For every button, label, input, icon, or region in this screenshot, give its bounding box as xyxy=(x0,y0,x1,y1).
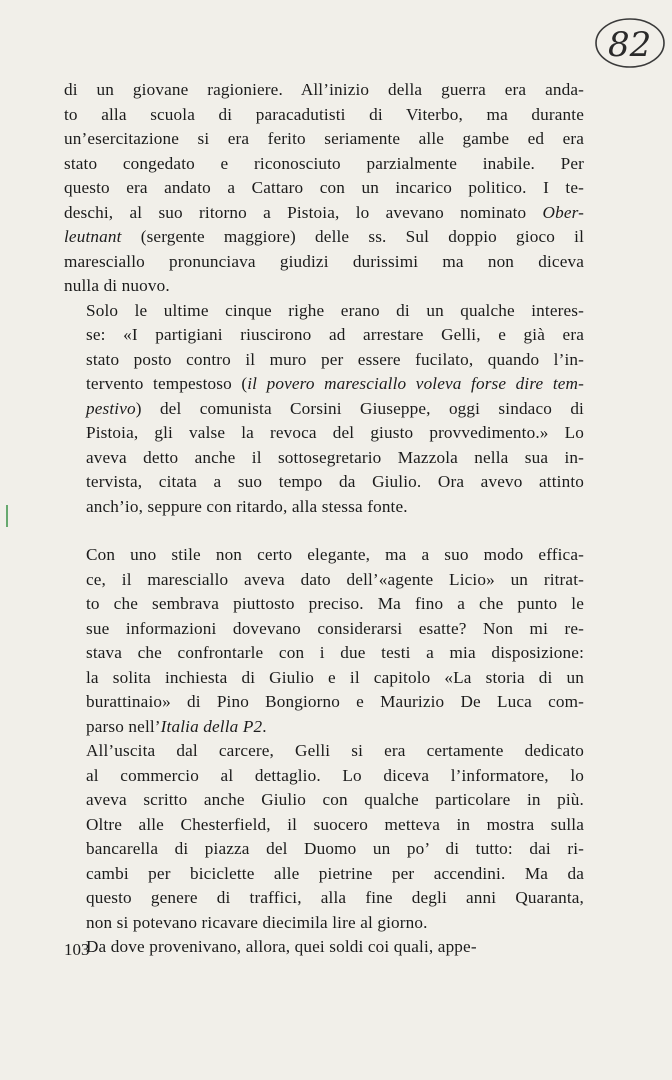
paragraph xyxy=(64,739,584,935)
text-line: tervento tempestoso (il povero maresciallo voleva forse dire tem- xyxy=(86,374,584,393)
text-line: leutnant (sergente maggiore) delle ss. Sul doppio gioco il xyxy=(64,227,584,246)
paragraph xyxy=(64,78,584,299)
text-line: anch’io, seppure con ritardo, alla stessa fonte. xyxy=(86,496,408,516)
text-line: Solo le ultime cinque righe erano di un qualche interes- xyxy=(86,300,584,320)
paragraph xyxy=(64,543,584,739)
text-line: al commercio al dettaglio. Lo diceva l’informatore, lo xyxy=(86,765,584,785)
text-line: stato posto contro il muro per essere fucilato, quando l’in- xyxy=(86,349,584,369)
text-line: Oltre alle Chesterfield, il suocero metteva in mostra sulla xyxy=(86,814,584,834)
paragraph xyxy=(64,935,584,960)
text-line: deschi, al suo ritorno a Pistoia, lo avevano nominato Ober- xyxy=(64,202,584,222)
text-line: sue informazioni dovevano considerarsi esatte? Non mi re- xyxy=(86,618,584,638)
text-line: Pistoia, gli valse la revoca del giusto provvedimento.» Lo xyxy=(86,423,584,442)
text-line: aveva detto anche il sottosegretario Mazzola nella sua in- xyxy=(86,447,584,467)
paragraph xyxy=(64,299,584,520)
text-line: pestivo) del comunista Corsini Giuseppe, oggi sindaco di xyxy=(86,398,584,418)
text-line: di un giovane ragioniere. All’inizio della guerra era anda- xyxy=(64,80,584,99)
text-line: non si potevano ricavare diecimila lire al giorno. xyxy=(86,912,428,932)
annotation-number: 82 xyxy=(608,25,652,65)
text-line: All’uscita dal carcere, Gelli si era certamente dedicato xyxy=(86,741,584,760)
text-line: nulla di nuovo. xyxy=(64,276,170,295)
text-line: maresciallo pronunciava giudizi durissimi ma non diceva xyxy=(64,251,584,271)
text-line: tervista, citata a suo tempo da Giulio. Ora avevo attinto xyxy=(86,472,584,491)
text-line: un’esercitazione si era ferito seriamente alle gambe ed era xyxy=(64,129,584,148)
margin-mark xyxy=(6,505,8,527)
text-line: stava che confrontarle con i due testi a mia disposizione: xyxy=(86,643,584,662)
text-line: la solita inchiesta di Giulio e il capitolo «La storia di un xyxy=(86,667,584,687)
text-line: Da dove provenivano, allora, quei soldi coi quali, appe- xyxy=(86,937,477,956)
text-line: questo genere di traffici, alla fine degli anni Quaranta, xyxy=(86,888,584,907)
text-line: burattinaio» di Pino Bongiorno e Maurizio De Luca com- xyxy=(86,692,584,711)
text-line: ce, il maresciallo aveva dato dell’«agente Licio» un ritrat- xyxy=(86,569,584,589)
text-line: cambi per biciclette alle pietrine per accendini. Ma da xyxy=(86,863,584,883)
handwritten-page-annotation xyxy=(560,10,670,72)
page-number: 103 xyxy=(64,940,90,959)
text-line: stato congedato e riconosciuto parzialmente inabile. Per xyxy=(64,153,584,173)
text-line: bancarella di piazza del Duomo un po’ di tutto: dai ri- xyxy=(86,839,584,858)
text-line: to alla scuola di paracadutisti di Viterbo, ma durante xyxy=(64,104,584,124)
body-text xyxy=(64,78,584,960)
text-line: aveva scritto anche Giulio con qualche particolare in più. xyxy=(86,790,584,809)
text-line: parso nell’Italia della P2. xyxy=(86,716,267,736)
text-line: questo era andato a Cattaro con un incarico politico. I te- xyxy=(64,178,584,197)
text-line: se: «I partigiani riuscirono ad arrestare Gelli, e già era xyxy=(86,325,584,344)
text-line: to che sembrava piuttosto preciso. Ma fino a che punto le xyxy=(86,594,584,613)
text-line: Con uno stile non certo elegante, ma a suo modo effica- xyxy=(86,545,584,564)
